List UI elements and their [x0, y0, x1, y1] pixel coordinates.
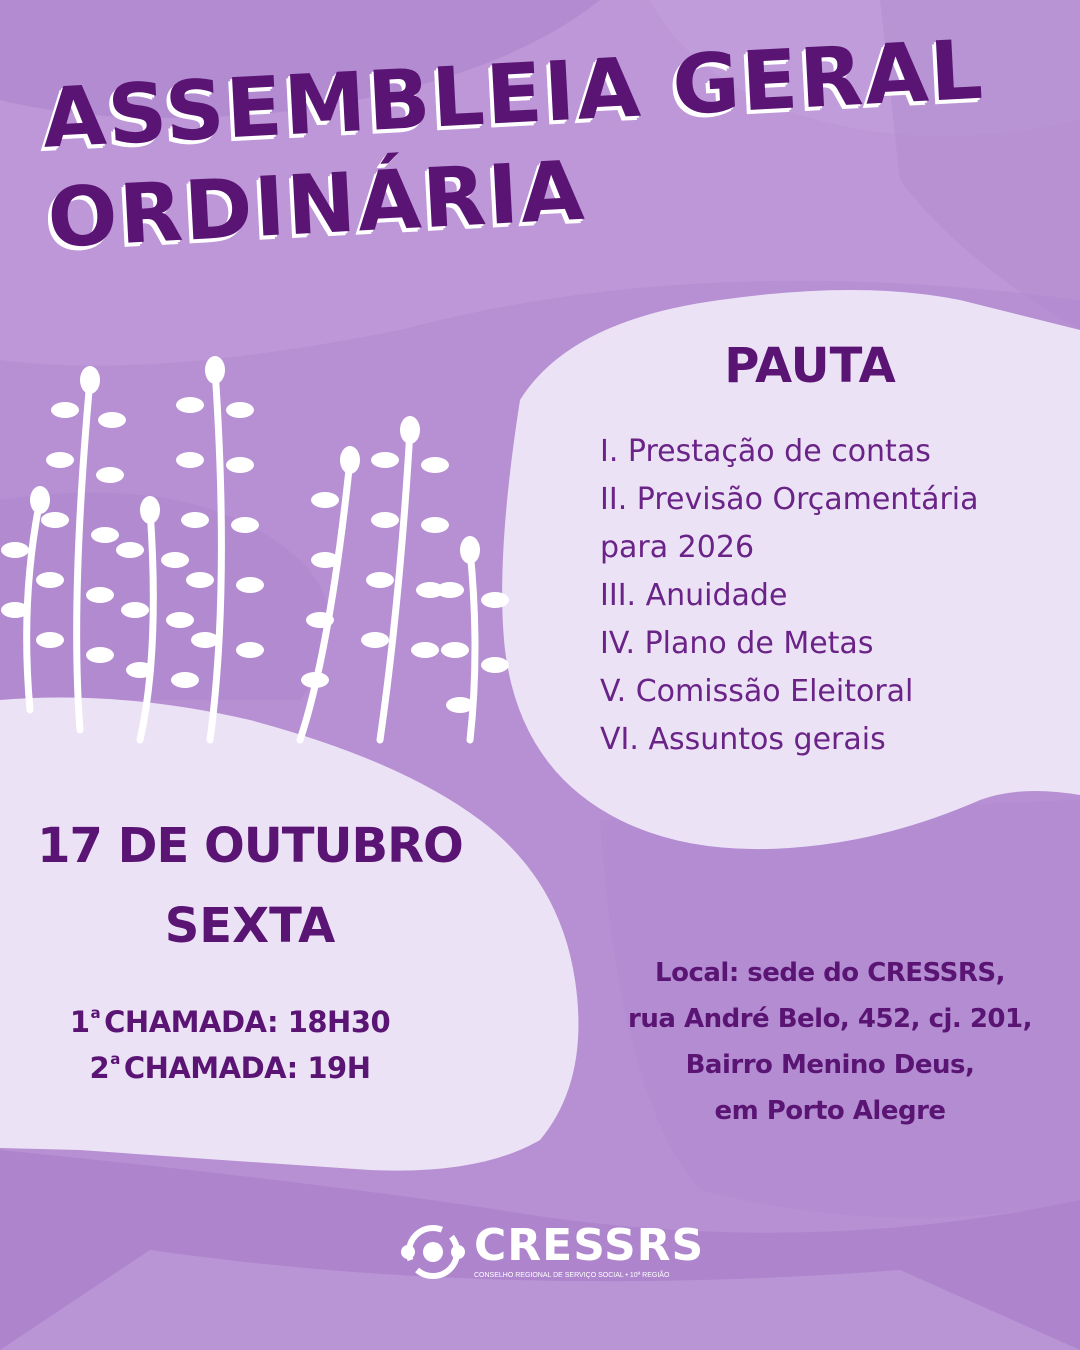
cressrs-logo — [398, 1220, 718, 1290]
location-info — [585, 950, 1075, 1134]
logo-name: CRESSRS — [474, 1220, 705, 1271]
pauta-item: III. Anuidade — [600, 578, 788, 613]
plant-illustration — [0, 350, 520, 750]
cressrs-logo-icon — [398, 1222, 468, 1282]
event-weekday: SEXTA — [164, 898, 336, 954]
first-call-ordinal: a — [90, 1004, 101, 1022]
pauta-item: VI. Assuntos gerais — [600, 722, 886, 757]
location-line-2: rua André Belo, 452, cj. 201, — [628, 1004, 1032, 1034]
second-call-number: 2 — [89, 1051, 110, 1085]
title-line-2: ORDINÁRIA — [45, 143, 589, 267]
first-call-number: 1 — [69, 1005, 90, 1039]
pauta-heading: PAUTA — [724, 338, 896, 394]
title-line-1: ASSEMBLEIA GERAL — [40, 22, 987, 167]
location-line-1: Local: sede do CRESSRS, — [655, 958, 1005, 988]
location-line-4: em Porto Alegre — [714, 1096, 946, 1126]
pauta-item: I. Prestação de contas — [600, 434, 931, 469]
second-call-text: CHAMADA: 19H — [123, 1051, 371, 1085]
pauta-item: IV. Plano de Metas — [600, 626, 874, 661]
event-date: 17 DE OUTUBRO — [37, 818, 463, 874]
first-call — [0, 1004, 460, 1039]
pauta-item: II. Previsão Orçamentária — [600, 482, 979, 517]
first-call-text: CHAMADA: 18H30 — [104, 1005, 391, 1039]
logo-subtitle: CONSELHO REGIONAL DE SERVIÇO SOCIAL • 10ª REGIÃO — [474, 1272, 670, 1279]
second-call — [0, 1050, 460, 1085]
second-call-ordinal: a — [110, 1050, 120, 1068]
location-line-3: Bairro Menino Deus, — [685, 1050, 975, 1080]
pauta-item: V. Comissão Eleitoral — [600, 674, 914, 709]
pauta-list — [600, 428, 1040, 764]
pauta-item: para 2026 — [600, 530, 755, 565]
